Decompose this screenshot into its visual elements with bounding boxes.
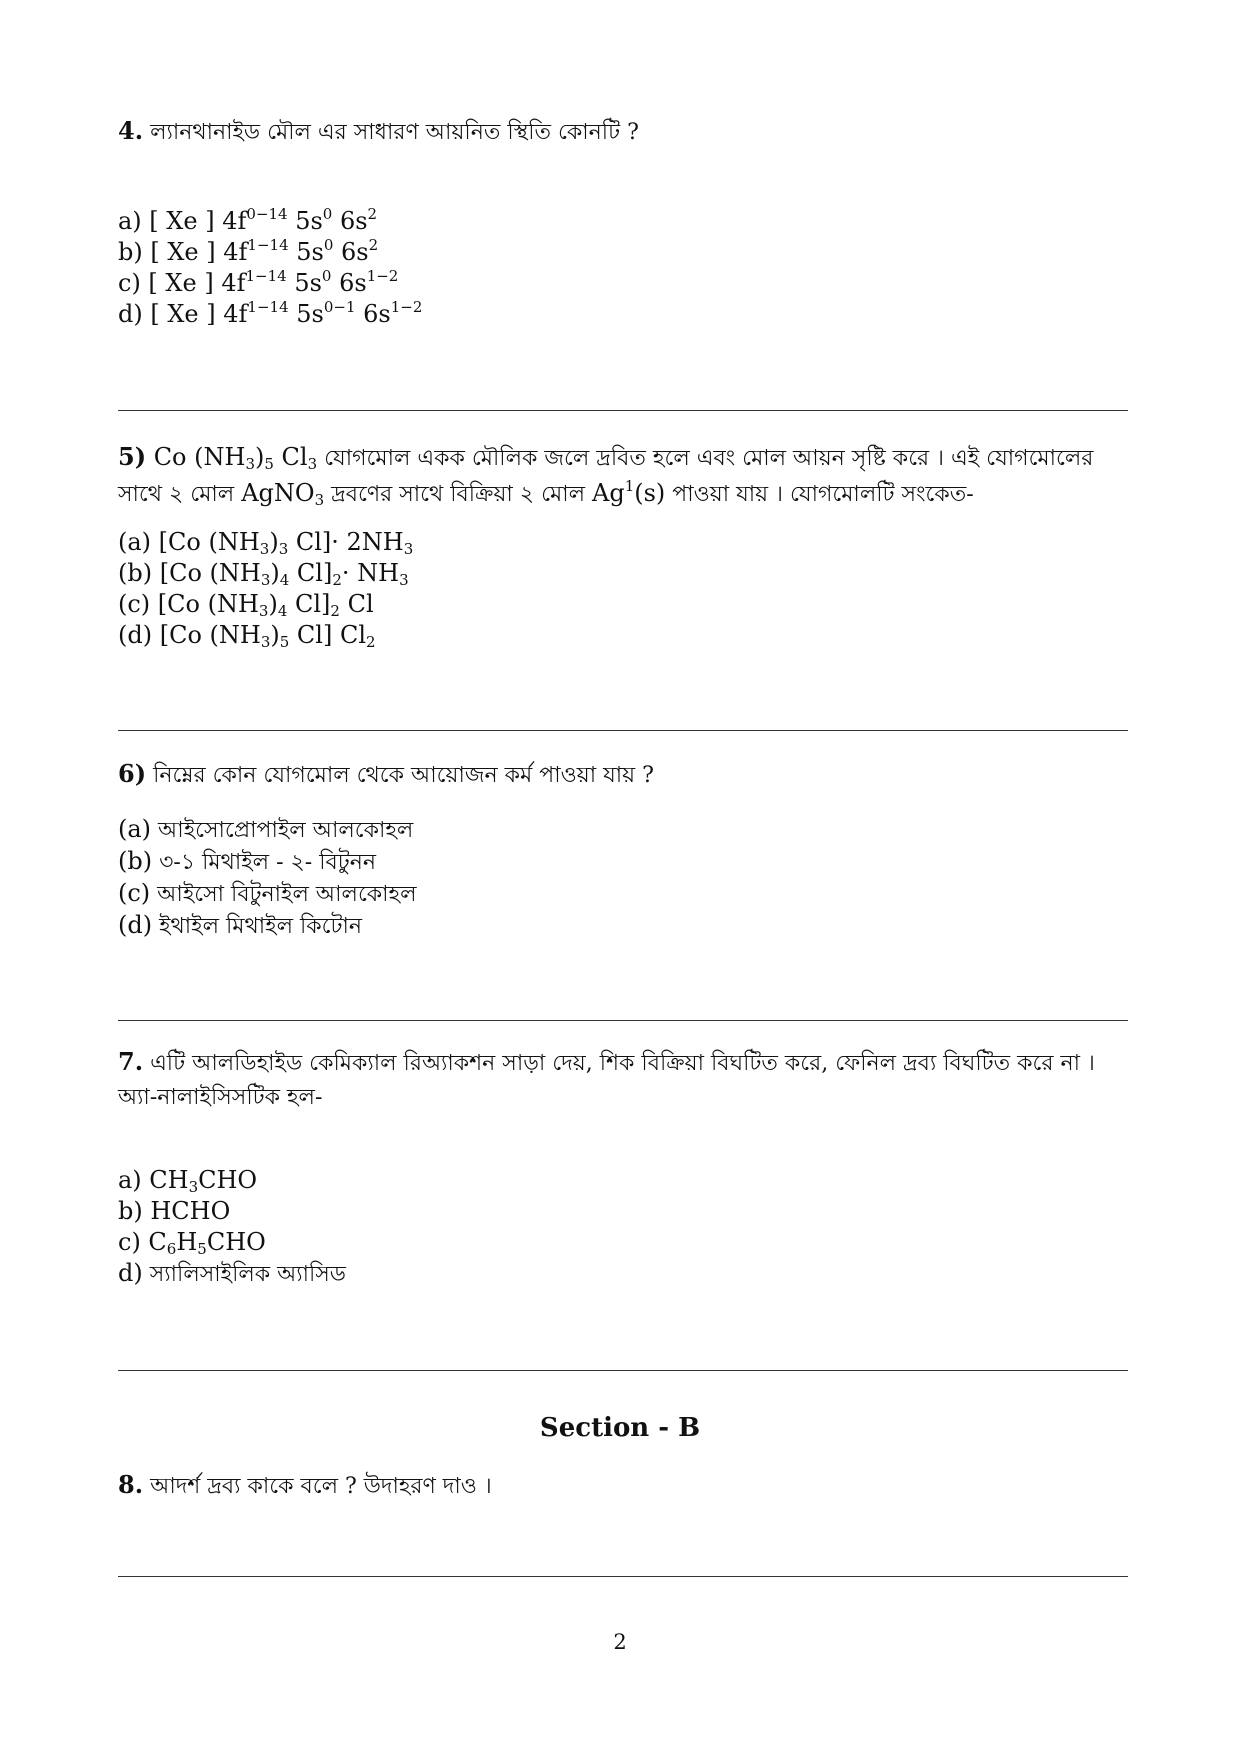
option-c: c) $C_6H_5CHO$ <box>118 1228 266 1258</box>
question-number: 6) <box>118 759 147 788</box>
question-5-options <box>118 527 1118 651</box>
question-text: এটি আলডিহাইড কেমিক্যাল রিঅ্যাকশন সাড়া দেয়, শিক বিক্রিয়া বিঘটিত করে, ফেনিল দ্রব্য বিঘটিত করে না । অ্যা-নালাইসিসটিক হল- <box>118 1051 1095 1110</box>
question-7-options <box>118 1165 1118 1290</box>
question-text: ল্যানথানাইড মৌল এর সাধারণ আয়নিত স্থিতি কোনটি ? <box>150 120 639 145</box>
question-7 <box>118 1045 1128 1115</box>
question-number: 7. <box>118 1047 144 1076</box>
option-d: d) স্যালিসাইলিক অ্যাসিড <box>118 1259 346 1287</box>
option-c: (c) [Co $(NH_3)_4$ $Cl]_2$ Cl <box>118 590 374 620</box>
option-a: a) [ Xe ] $4f^{0-14}$ $5s^0$ $6s^2$ <box>118 205 378 235</box>
option-a: (a) [Co $(NH_3)_3$ $Cl]\cdot 2NH_3$ <box>118 528 414 558</box>
divider <box>118 730 1128 731</box>
page-number: 2 <box>613 1630 627 1654</box>
option-b: b) [ Xe ] $4f^{1-14}$ $5s^0$ $6s^2$ <box>118 236 379 266</box>
option-b: (b) ৩-১ মিথাইল - ২- বিটুনন <box>118 847 377 875</box>
divider <box>118 410 1128 411</box>
question-4 <box>118 114 1128 150</box>
option-d: (d) ইথাইল মিথাইল কিটোন <box>118 911 362 939</box>
option-c: c) [ Xe ] $4f^{1-14}$ $5s^0$ $6s^{1-2}$ <box>118 267 399 297</box>
question-text: আদর্শ দ্রব্য কাকে বলে ? উদাহরণ দাও । <box>150 1474 492 1499</box>
option-a: a) $CH_3CHO$ <box>118 1166 258 1196</box>
question-text: নিম্নের কোন যোগমোল থেকে আয়োজন কর্ম পাওয়া যায় ? <box>153 763 654 788</box>
option-b: (b) [Co $(NH_3)_4$ $Cl]_2\cdot NH_3$ <box>118 559 409 589</box>
question-number: 4. <box>118 116 144 145</box>
option-b: b) HCHO <box>118 1197 231 1225</box>
question-number: 5) <box>118 442 147 471</box>
option-a: (a) আইসোপ্রোপাইল আলকোহল <box>118 815 414 843</box>
option-c: (c) আইসো বিটুনাইল আলকোহল <box>118 879 417 907</box>
question-6 <box>118 757 1128 793</box>
question-5: 5) Co $(NH_3)_5$ $Cl_3$ যোগমোল একক মৌলিক জলে দ্রবিত হলে এবং মোল আয়ন সৃষ্টি করে । এই যোগমোলের সাথে ২ মোল AgNO$_3$ দ্রবণের সাথে বিক্রিয়া ২ মোল Ag$^1$(s) পাওয়া যায় । যোগমোলটি সংকেত- <box>118 442 1094 509</box>
question-4-options <box>118 206 1118 330</box>
section-heading: Section - B <box>539 1413 701 1443</box>
question-number: 8. <box>118 1470 144 1499</box>
divider <box>118 1020 1128 1021</box>
question-6-options <box>118 814 1118 942</box>
divider <box>118 1370 1128 1371</box>
divider <box>118 1576 1128 1577</box>
option-d: d) [ Xe ] $4f^{1-14}$ $5s^{0-1}$ $6s^{1-2}$ <box>118 298 423 328</box>
question-8 <box>118 1468 1128 1504</box>
option-d: (d) [Co $(NH_3)_5$ Cl] $Cl_2$ <box>118 621 376 651</box>
